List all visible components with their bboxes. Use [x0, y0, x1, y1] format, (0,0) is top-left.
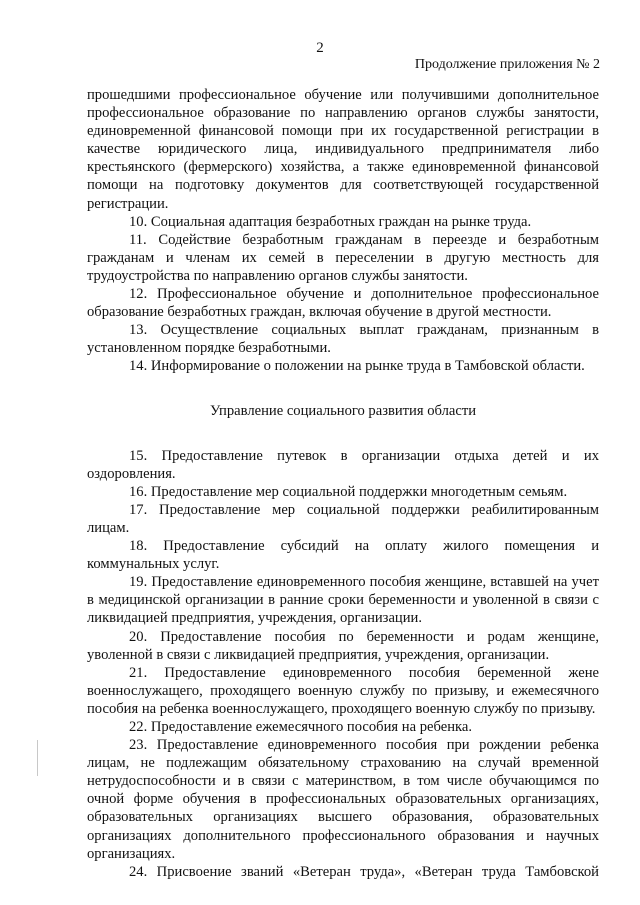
list-item-13: 13. Осуществление социальных выплат гражданам, признанным в установленном порядке безработными. [87, 322, 599, 357]
list-item-24: 24. Присвоение званий «Ветеран труда», «Ветеран труда Тамбовской [129, 863, 599, 880]
page-number: 2 [316, 40, 324, 56]
list-item-20: 20. Предоставление пособия по беременности и родам женщине, уволенной в связи с ликвидацией предприятия, учреждения, организации. [87, 628, 599, 663]
list-item-14: 14. Информирование о положении на рынке труда в Тамбовской области. [129, 358, 585, 375]
continuation-paragraph: прошедшими профессиональное обучение или получившими дополнительное профессиональное образование по направлению органов службы занятости, единовременной финансовой помощи при их государственной регистрации в качестве юридического лица, индивидуального предпринимателя либо крестьянского (фермерского) хозяйства, а также единовременной финансовой помощи на подготовку документов для соответствующей государственной регистрации. [87, 87, 599, 212]
list-item-22: 22. Предоставление ежемесячного пособия на ребенка. [129, 719, 473, 735]
list-item-21: 21. Предоставление единовременного пособия беременной жене военнослужащего, проходящего военную службу по призыву, и ежемесячного пособия на ребенка военнослужащего, проходящего военную службу по призыву. [87, 664, 599, 717]
document-body [87, 86, 599, 881]
list-item-23: 23. Предоставление единовременного пособия при рождении ребенка лицам, не подлежащим обязательному страхованию на случай временной нетрудоспособности и в связи с материнством, в том числе обучающимся по очной форме обучения в профессиональных образовательных организациях, образовательных организациях высшего образования, образовательных организациях дополнительного профессионального образования и научных организациях. [87, 737, 599, 862]
list-item-16: 16. Предоставление мер социальной поддержки многодетным семьям. [129, 483, 568, 500]
section-heading: Управление социального развития области [209, 402, 477, 419]
margin-scan-mark [37, 740, 38, 776]
list-item-10: 10. Социальная адаптация безработных граждан на рынке труда. [129, 213, 532, 230]
list-item-15: 15. Предоставление путевок в организации отдыха детей и их оздоровления. [87, 447, 599, 482]
list-item-11: 11. Содействие безработным гражданам в переезде и безработным гражданам и членам их семей в переселении в другую местность для трудоустройства по направлению органов службы занятости. [87, 231, 599, 284]
list-item-12: 12. Профессиональное обучение и дополнительное профессиональное образование безработных граждан, включая обучение в другой местности. [87, 286, 599, 321]
list-item-18: 18. Предоставление субсидий на оплату жилого помещения и коммунальных услуг. [87, 538, 599, 573]
list-item-17: 17. Предоставление мер социальной поддержки реабилитированным лицам. [87, 501, 599, 536]
appendix-continuation-note: Продолжение приложения № 2 [414, 57, 600, 72]
list-item-19: 19. Предоставление единовременного пособия женщине, вставшей на учет в медицинской организации в ранние сроки беременности и уволенной в связи с ликвидацией предприятия, учреждения, организации. [87, 574, 599, 627]
